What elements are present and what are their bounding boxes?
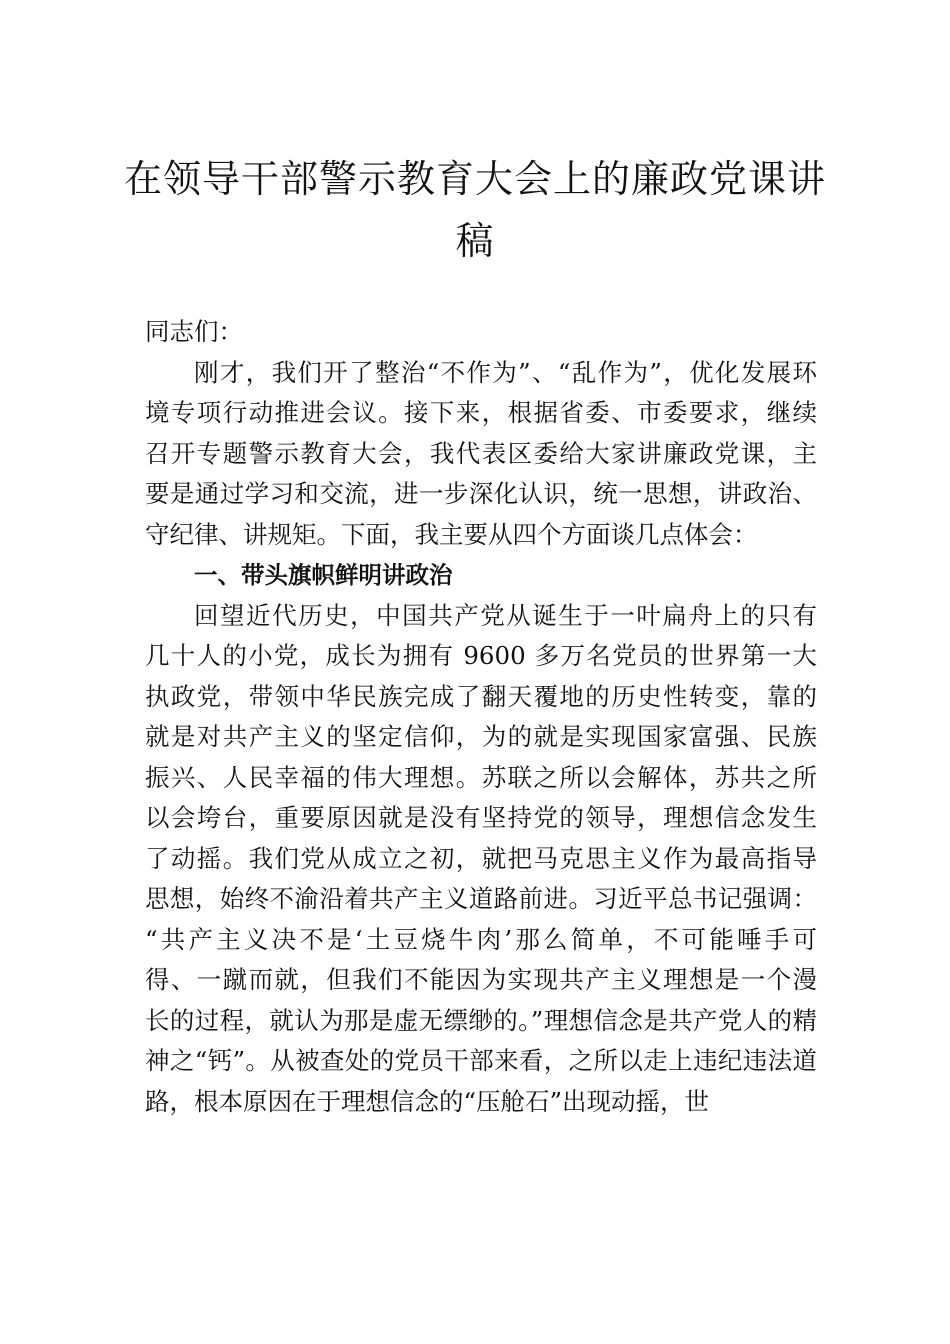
paragraph-line: 思想，始终不渝沿着共产主义道路前进。习近平总书记强调： [145, 884, 817, 913]
paragraph-line: 执政党，带领中华民族完成了翻天覆地的历史性转变，靠的 [145, 681, 817, 711]
paragraph-line: 路，根本原因在于理想信念的“压舱石”出现动摇，世 [145, 1086, 710, 1116]
paragraph-line: 了动摇。我们党从成立之初，就把马克思主义作为最高指导 [145, 843, 817, 873]
salutation: 同志们： [145, 317, 243, 346]
intro-line: 守纪律、讲规矩。下面，我主要从四个方面谈几点体会： [145, 519, 758, 549]
intro-line: 要是通过学习和交流，进一步深化认识，统一思想，讲政治、 [145, 479, 817, 508]
title-line-1: 在领导干部警示教育大会上的廉政党课讲 [123, 157, 826, 201]
paragraph-line: 以会垮台，重要原因就是没有坚持党的领导，理想信念发生 [145, 803, 817, 832]
paragraph-line: “共产主义决不是‘土豆烧牛肉’那么简单，不可能唾手可 [145, 924, 817, 954]
paragraph-line: 回望近代历史，中国共产党从诞生于一叶扁舟上的只有 [194, 600, 817, 630]
paragraph-line: 神之“钙”。从被查处的党员干部来看，之所以走上违纪违法道 [145, 1046, 817, 1075]
document-body [145, 312, 817, 1122]
intro-line: 召开专题警示教育大会，我代表区委给大家讲廉政党课，主 [145, 438, 817, 468]
section-heading: 一、带头旗帜鲜明讲政治 [194, 561, 453, 589]
paragraph-line: 得、一蹴而就，但我们不能因为实现共产主义理想是一个漫 [145, 965, 817, 994]
intro-line: 刚才，我们开了整治“不作为”、“乱作为”，优化发展环 [194, 357, 817, 387]
document-title [120, 148, 830, 272]
paragraph-line: 就是对共产主义的坚定信仰，为的就是实现国家富强、民族 [145, 722, 817, 751]
intro-line: 境专项行动推进会议。接下来，根据省委、市委要求，继续 [145, 398, 817, 427]
paragraph-line: 振兴、人民幸福的伟大理想。苏联之所以会解体，苏共之所 [145, 762, 817, 792]
paragraph-line: 长的过程，就认为那是虚无缥缈的。”理想信念是共产党人的精 [145, 1005, 817, 1035]
paragraph-line: 几十人的小党，成长为拥有 9600 多万名党员的世界第一大 [145, 641, 817, 670]
title-line-2: 稿 [455, 219, 495, 263]
